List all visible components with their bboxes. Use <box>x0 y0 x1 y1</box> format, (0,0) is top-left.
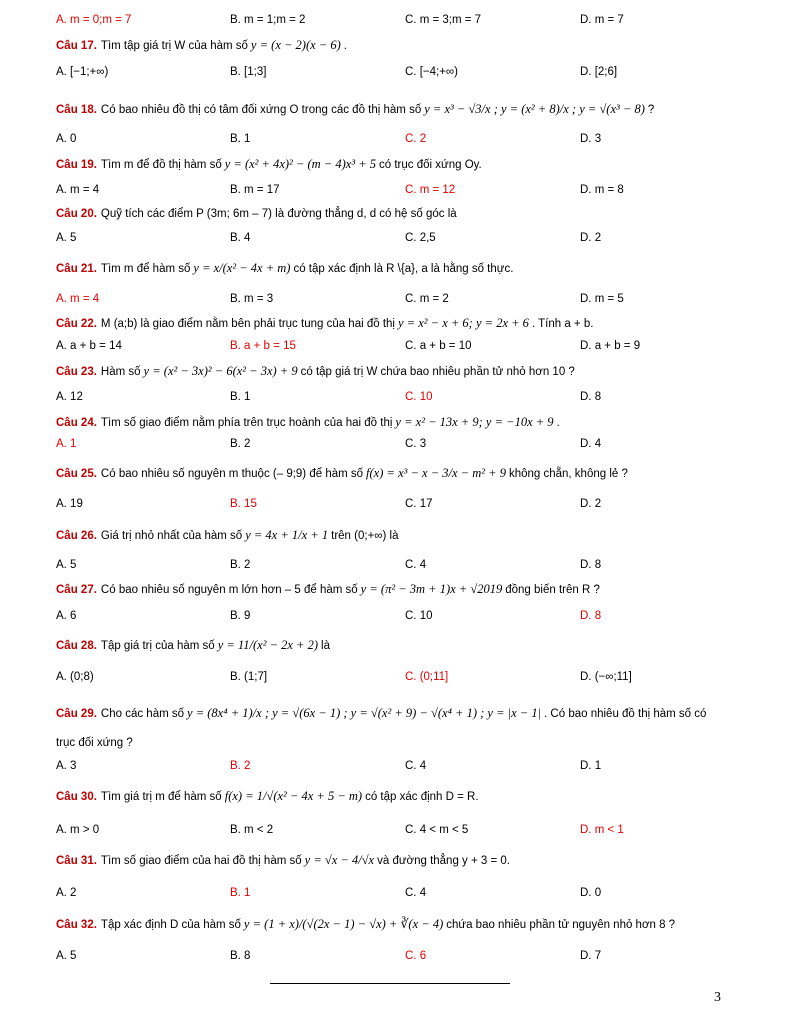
answer-option: B. m = 1;m = 2 <box>230 14 306 26</box>
answer-option: D. m = 7 <box>580 14 624 26</box>
answer-option: C. 4 <box>405 559 427 571</box>
answer-option: B. 2 <box>230 559 251 571</box>
answer-option: A. 6 <box>56 610 77 622</box>
question-number: Câu 23. <box>56 366 97 378</box>
question-formula: y = x³ − √3/x ; y = (x² + 8)/x ; y = √(x³ − 8) <box>424 102 645 116</box>
question-formula: y = √x − 4/√x <box>304 853 375 867</box>
question-text-tail: chứa bao nhiêu phần tử nguyên nhỏ hơn 8 ? <box>446 919 676 931</box>
question-text: Có bao nhiêu đồ thị có tâm đối xứng O trong các đồ thị hàm số <box>100 104 422 116</box>
question-text: Tìm giá trị m để hàm số <box>100 791 222 803</box>
answer-option: C. 10 <box>405 610 433 622</box>
question-text-tail: trên (0;+∞) là <box>331 530 399 542</box>
answer-option: A. 3 <box>56 760 77 772</box>
question-text-tail: . Có bao nhiêu đồ thị hàm số có <box>544 708 707 720</box>
answer-option: B. 4 <box>230 232 251 244</box>
answer-option-correct: C. 10 <box>405 391 433 403</box>
question <box>56 638 752 653</box>
answer-option: A. 12 <box>56 391 83 403</box>
answer-options <box>56 14 756 28</box>
answer-options <box>56 184 756 198</box>
question-number: Câu 18. <box>56 104 97 116</box>
question <box>56 706 752 721</box>
answer-option-correct: C. (0;11] <box>405 671 449 683</box>
answer-option: D. 0 <box>580 887 602 899</box>
question-text-tail: có tập giá trị W chứa bao nhiêu phần tử nhỏ hơn 10 ? <box>300 366 575 378</box>
answer-options <box>56 610 756 624</box>
answer-option: C. [−4;+∞) <box>405 66 458 78</box>
question-text-tail: . Tính a + b. <box>531 318 594 330</box>
answer-options <box>56 887 756 901</box>
question-text: Giá trị nhỏ nhất của hàm số <box>100 530 243 542</box>
answer-option-correct: D. m < 1 <box>580 824 624 836</box>
question-text-tail: và đường thẳng y + 3 = 0. <box>377 855 510 867</box>
question-formula: y = x² − x + 6; y = 2x + 6 <box>397 316 529 330</box>
question <box>56 157 752 172</box>
answer-option: C. 4 < m < 5 <box>405 824 469 836</box>
question-text: Hàm số <box>100 366 141 378</box>
answer-option: A. m > 0 <box>56 824 100 836</box>
answer-option: B. m < 2 <box>230 824 274 836</box>
question-text: Có bao nhiêu số nguyên m thuộc (– 9;9) để hàm số <box>100 468 364 480</box>
answer-options <box>56 498 756 512</box>
question-text-tail: có tập xác định D = R. <box>365 791 479 803</box>
answer-option: C. a + b = 10 <box>405 340 472 352</box>
question-formula: y = x² − 13x + 9; y = −10x + 9 <box>395 415 554 429</box>
answer-option: C. 4 <box>405 760 427 772</box>
question-formula: y = (x² − 3x)² − 6(x² − 3x) + 9 <box>143 364 298 378</box>
answer-option: A. [−1;+∞) <box>56 66 109 78</box>
answer-options <box>56 824 756 838</box>
answer-options <box>56 232 756 246</box>
answer-option: A. 19 <box>56 498 83 510</box>
question-formula: f(x) = 1/√(x² − 4x + 5 − m) <box>224 789 363 803</box>
answer-option: A. 0 <box>56 133 77 145</box>
answer-option-correct: B. a + b = 15 <box>230 340 296 352</box>
question <box>56 316 752 331</box>
question <box>56 102 752 117</box>
answer-option-correct: A. m = 4 <box>56 293 100 305</box>
answer-options <box>56 66 756 80</box>
question-number: Câu 19. <box>56 159 97 171</box>
question <box>56 853 752 868</box>
answer-option: A. 5 <box>56 950 77 962</box>
question-text: Tập giá trị của hàm số <box>100 640 215 652</box>
question-number: Câu 30. <box>56 791 97 803</box>
answer-options <box>56 391 756 405</box>
answer-option: A. m = 4 <box>56 184 100 196</box>
question <box>56 466 752 481</box>
answer-option: C. 17 <box>405 498 433 510</box>
question-formula: y = (1 + x)/(√(2x − 1) − √x) + ∛(x − 4) <box>243 917 444 931</box>
answer-option: C. 4 <box>405 887 427 899</box>
answer-option: B. 1 <box>230 133 251 145</box>
question-text: Cho các hàm số <box>100 708 185 720</box>
question-formula: y = 4x + 1/x + 1 <box>245 528 329 542</box>
question-formula: y = (x² + 4x)² − (m − 4)x³ + 5 <box>224 157 377 171</box>
answer-option: B. m = 3 <box>230 293 274 305</box>
answer-option: D. [2;6] <box>580 66 618 78</box>
answer-option: D. m = 8 <box>580 184 624 196</box>
question-text-tail: đồng biến trên R ? <box>505 584 600 596</box>
question-text-tail: có tập xác định là R \{a}, a là hằng số thực. <box>293 263 514 275</box>
question-number: Câu 31. <box>56 855 97 867</box>
answer-options <box>56 133 756 147</box>
question-formula: y = (π² − 3m + 1)x + √2019 <box>360 582 503 596</box>
question-number: Câu 17. <box>56 40 97 52</box>
answer-options <box>56 950 756 964</box>
question-text: Có bao nhiêu số nguyên m lớn hơn – 5 để hàm số <box>100 584 358 596</box>
footer-divider <box>270 983 510 984</box>
question <box>56 415 752 430</box>
question-formula: y = x/(x² − 4x + m) <box>193 261 291 275</box>
answer-option: D. 2 <box>580 498 602 510</box>
question <box>56 208 752 220</box>
answer-option: D. 8 <box>580 391 602 403</box>
answer-option: D. (−∞;11] <box>580 671 632 683</box>
answer-options <box>56 438 756 452</box>
answer-option: D. a + b = 9 <box>580 340 641 352</box>
question-formula: y = (x − 2)(x − 6) <box>250 38 341 52</box>
answer-option: B. (1;7] <box>230 671 268 683</box>
answer-option: B. m = 17 <box>230 184 280 196</box>
answer-option: B. 9 <box>230 610 251 622</box>
question <box>56 789 752 804</box>
answer-option: D. 1 <box>580 760 602 772</box>
question-text-tail: . <box>343 40 347 52</box>
answer-options <box>56 559 756 573</box>
answer-options <box>56 671 756 685</box>
question-number: Câu 29. <box>56 708 97 720</box>
answer-option-correct: B. 2 <box>230 760 251 772</box>
answer-option-correct: A. m = 0;m = 7 <box>56 14 132 26</box>
question-number: Câu 28. <box>56 640 97 652</box>
question-formula: y = (8x⁴ + 1)/x ; y = √(6x − 1) ; y = √(x² + 9) − √(x⁴ + 1) ; y = |x − 1| <box>187 706 542 720</box>
question-text-tail: là <box>321 640 330 652</box>
question-number: Câu 24. <box>56 417 97 429</box>
question-number: Câu 21. <box>56 263 97 275</box>
answer-option-correct: C. 2 <box>405 133 427 145</box>
answer-option: A. a + b = 14 <box>56 340 122 352</box>
question-text-tail: . <box>556 417 560 429</box>
question-text-tail: có trục đối xứng Oy. <box>379 159 482 171</box>
question-text: Tìm số giao điểm của hai đồ thị hàm số <box>100 855 302 867</box>
answer-option: D. 2 <box>580 232 602 244</box>
question <box>56 528 752 543</box>
answer-option: A. (0;8) <box>56 671 94 683</box>
question-number: Câu 27. <box>56 584 97 596</box>
answer-option: D. 8 <box>580 559 602 571</box>
answer-option-correct: B. 15 <box>230 498 257 510</box>
answer-option: A. 5 <box>56 559 77 571</box>
answer-option: C. m = 3;m = 7 <box>405 14 482 26</box>
answer-option: B. 2 <box>230 438 251 450</box>
answer-option: C. 2,5 <box>405 232 436 244</box>
question-text-tail: ? <box>647 104 655 116</box>
question-text: M (a;b) là giao điểm nằm bên phải trục tung của hai đồ thị <box>100 318 395 330</box>
answer-options <box>56 340 756 354</box>
answer-option-correct: B. 1 <box>230 887 251 899</box>
answer-option: A. 5 <box>56 232 77 244</box>
answer-option: C. 3 <box>405 438 427 450</box>
page-number: 3 <box>714 990 721 1005</box>
question-text: Tìm số giao điểm nằm phía trên trục hoành của hai đồ thị <box>100 417 393 429</box>
answer-option: D. m = 5 <box>580 293 624 305</box>
answer-option: B. 8 <box>230 950 251 962</box>
question-text: Tìm m để hàm số <box>100 263 191 275</box>
answer-options <box>56 760 756 774</box>
question-text: Tập xác định D của hàm số <box>100 919 241 931</box>
answer-option: D. 7 <box>580 950 602 962</box>
answer-option: B. 1 <box>230 391 251 403</box>
question-continuation: trục đối xứng ? <box>56 737 133 749</box>
question <box>56 582 752 597</box>
answer-option: C. m = 2 <box>405 293 449 305</box>
question-number: Câu 32. <box>56 919 97 931</box>
answer-option: B. [1;3] <box>230 66 267 78</box>
question <box>56 261 752 276</box>
answer-options <box>56 293 756 307</box>
question-number: Câu 25. <box>56 468 97 480</box>
answer-option: D. 3 <box>580 133 602 145</box>
answer-option-correct: A. 1 <box>56 438 77 450</box>
question-text: Tìm tập giá trị W của hàm số <box>100 40 248 52</box>
answer-option-correct: D. 8 <box>580 610 602 622</box>
question-number: Câu 26. <box>56 530 97 542</box>
question-formula: y = 11/(x² − 2x + 2) <box>217 638 319 652</box>
answer-option-correct: C. m = 12 <box>405 184 456 196</box>
question <box>56 38 752 53</box>
question-text: Tìm m để đồ thị hàm số <box>100 159 222 171</box>
question <box>56 364 752 379</box>
question-number: Câu 20. <box>56 208 97 220</box>
question <box>56 916 752 932</box>
question-formula: f(x) = x³ − x − 3/x − m² + 9 <box>366 466 506 480</box>
answer-option-correct: C. 6 <box>405 950 427 962</box>
question-text: Quỹ tích các điểm P (3m; 6m – 7) là đường thẳng d, d có hệ số góc là <box>100 208 457 220</box>
question-number: Câu 22. <box>56 318 97 330</box>
answer-option: A. 2 <box>56 887 77 899</box>
question-text-tail: không chẵn, không lẻ ? <box>508 468 628 480</box>
answer-option: D. 4 <box>580 438 602 450</box>
